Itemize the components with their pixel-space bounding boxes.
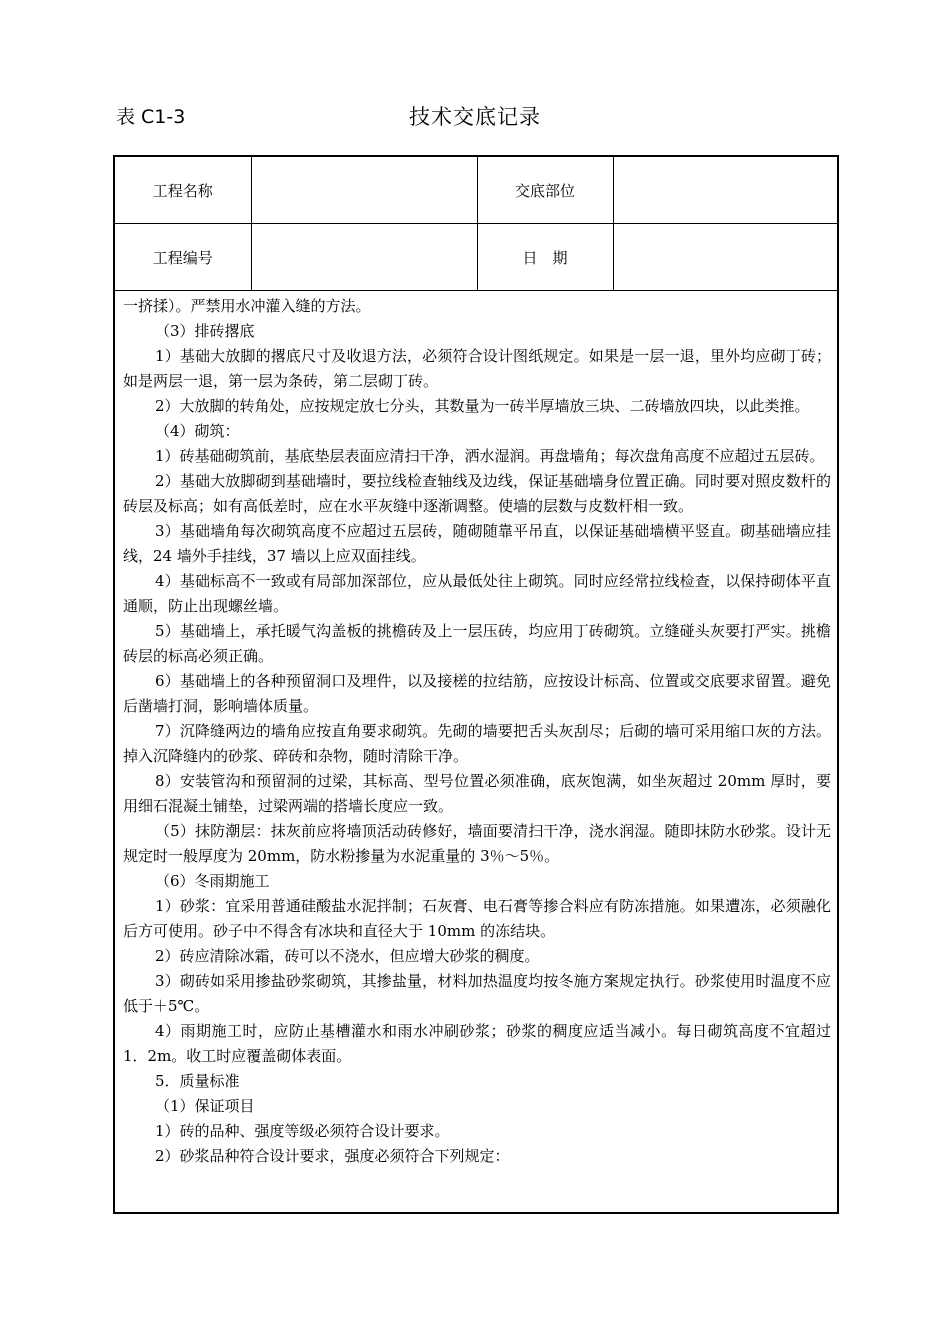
paragraph: 1）基础大放脚的撂底尺寸及收退方法，必须符合设计图纸规定。如果是一层一退，里外均应砌丁砖；如是两层一退，第一层为条砖，第二层砌丁砖。 (123, 347, 831, 390)
paragraph: 5．质量标准 (155, 1072, 240, 1090)
paragraph: 2）砖应清除冰霜，砖可以不浇水，但应增大砂浆的稠度。 (155, 947, 540, 965)
paragraph: 6）基础墙上的各种预留洞口及埋件，以及接槎的拉结筋，应按设计标高、位置或交底要求留置。避免后凿墙打洞，影响墙体质量。 (123, 672, 831, 715)
paragraph: 1）砖基础砌筑前，基底垫层表面应清扫干净，洒水湿润。再盘墙角；每次盘角高度不应超过五层砖。 (155, 447, 825, 465)
form-number: 表 C1-3 (116, 106, 186, 128)
paragraph: （1）保证项目 (155, 1097, 255, 1115)
paragraph: 1）砂浆：宜采用普通硅酸盐水泥拌制；石灰膏、电石膏等掺合料应有防冻措施。如果遭冻，必须融化后方可使用。砂子中不得含有冰块和直径大于 10mm 的冻结块。 (123, 897, 831, 940)
section-field[interactable] (613, 157, 837, 224)
section-label: 交底部位 (477, 157, 613, 224)
document-title: 技术交底记录 (409, 105, 541, 129)
header-table (115, 157, 837, 291)
paragraph: 2）基础大放脚砌到基础墙时，要拉线检查轴线及边线，保证基础墙身位置正确。同时要对照皮数杆的砖层及标高；如有高低差时，应在水平灰缝中逐渐调整。使墙的层数与皮数杆相一致。 (123, 472, 831, 515)
project-number-field[interactable] (251, 224, 477, 291)
record-frame (113, 155, 839, 1214)
date-label: 日 期 (477, 224, 613, 291)
project-name-label: 工程名称 (115, 157, 251, 224)
table-row (115, 157, 837, 224)
paragraph: 5）基础墙上，承托暖气沟盖板的挑檐砖及上一层压砖，均应用丁砖砌筑。立缝碰头灰要打严实。挑檐砖层的标高必须正确。 (123, 622, 831, 665)
paragraph: 2）砂浆品种符合设计要求，强度必须符合下列规定： (155, 1147, 510, 1165)
paragraph: （3）排砖撂底 (155, 322, 255, 340)
paragraph: 8）安装管沟和预留洞的过梁，其标高、型号位置必须准确，底灰饱满，如坐灰超过 20mm 厚时，要用细石混凝土铺垫，过梁两端的搭墙长度应一致。 (123, 772, 831, 815)
paragraph: 一挤揉）。严禁用水冲灌入缝的方法。 (123, 297, 371, 315)
paragraph: （6）冬雨期施工 (155, 872, 270, 890)
paragraph: 3）砌砖如采用掺盐砂浆砌筑，其掺盐量，材料加热温度均按冬施方案规定执行。砂浆使用时温度不应低于＋5℃。 (123, 972, 831, 1015)
date-field[interactable] (613, 224, 837, 291)
paragraph: 3）基础墙角每次砌筑高度不应超过五层砖，随砌随靠平吊直，以保证基础墙横平竖直。砌基础墙应挂线，24 墙外手挂线，37 墙以上应双面挂线。 (123, 522, 831, 565)
paragraph: （4）砌筑： (155, 422, 240, 440)
paragraph: 2）大放脚的转角处，应按规定放七分头，其数量为一砖半厚墙放三块、二砖墙放四块，以此类推。 (155, 397, 810, 415)
paragraph: 4）雨期施工时，应防止基槽灌水和雨水冲刷砂浆；砂浆的稠度应适当减小。每日砌筑高度不宜超过 1．2m。收工时应覆盖砌体表面。 (123, 1022, 831, 1065)
project-number-label: 工程编号 (115, 224, 251, 291)
paragraph: （5）抹防潮层：抹灰前应将墙顶活动砖修好，墙面要清扫干净，浇水润湿。随即抹防水砂浆。设计无规定时一般厚度为 20mm，防水粉掺量为水泥重量的 3％～5％。 (123, 822, 831, 865)
paragraph: 7）沉降缝两边的墙角应按直角要求砌筑。先砌的墙要把舌头灰刮尽；后砌的墙可采用缩口灰的方法。掉入沉降缝内的砂浆、碎砖和杂物，随时清除干净。 (123, 722, 831, 765)
paragraph: 4）基础标高不一致或有局部加深部位，应从最低处往上砌筑。同时应经常拉线检查，以保持砌体平直通顺，防止出现螺丝墙。 (123, 572, 831, 615)
paragraph: 1）砖的品种、强度等级必须符合设计要求。 (155, 1122, 450, 1140)
table-row (115, 224, 837, 291)
disclosure-content (123, 294, 831, 1169)
project-name-field[interactable] (251, 157, 477, 224)
